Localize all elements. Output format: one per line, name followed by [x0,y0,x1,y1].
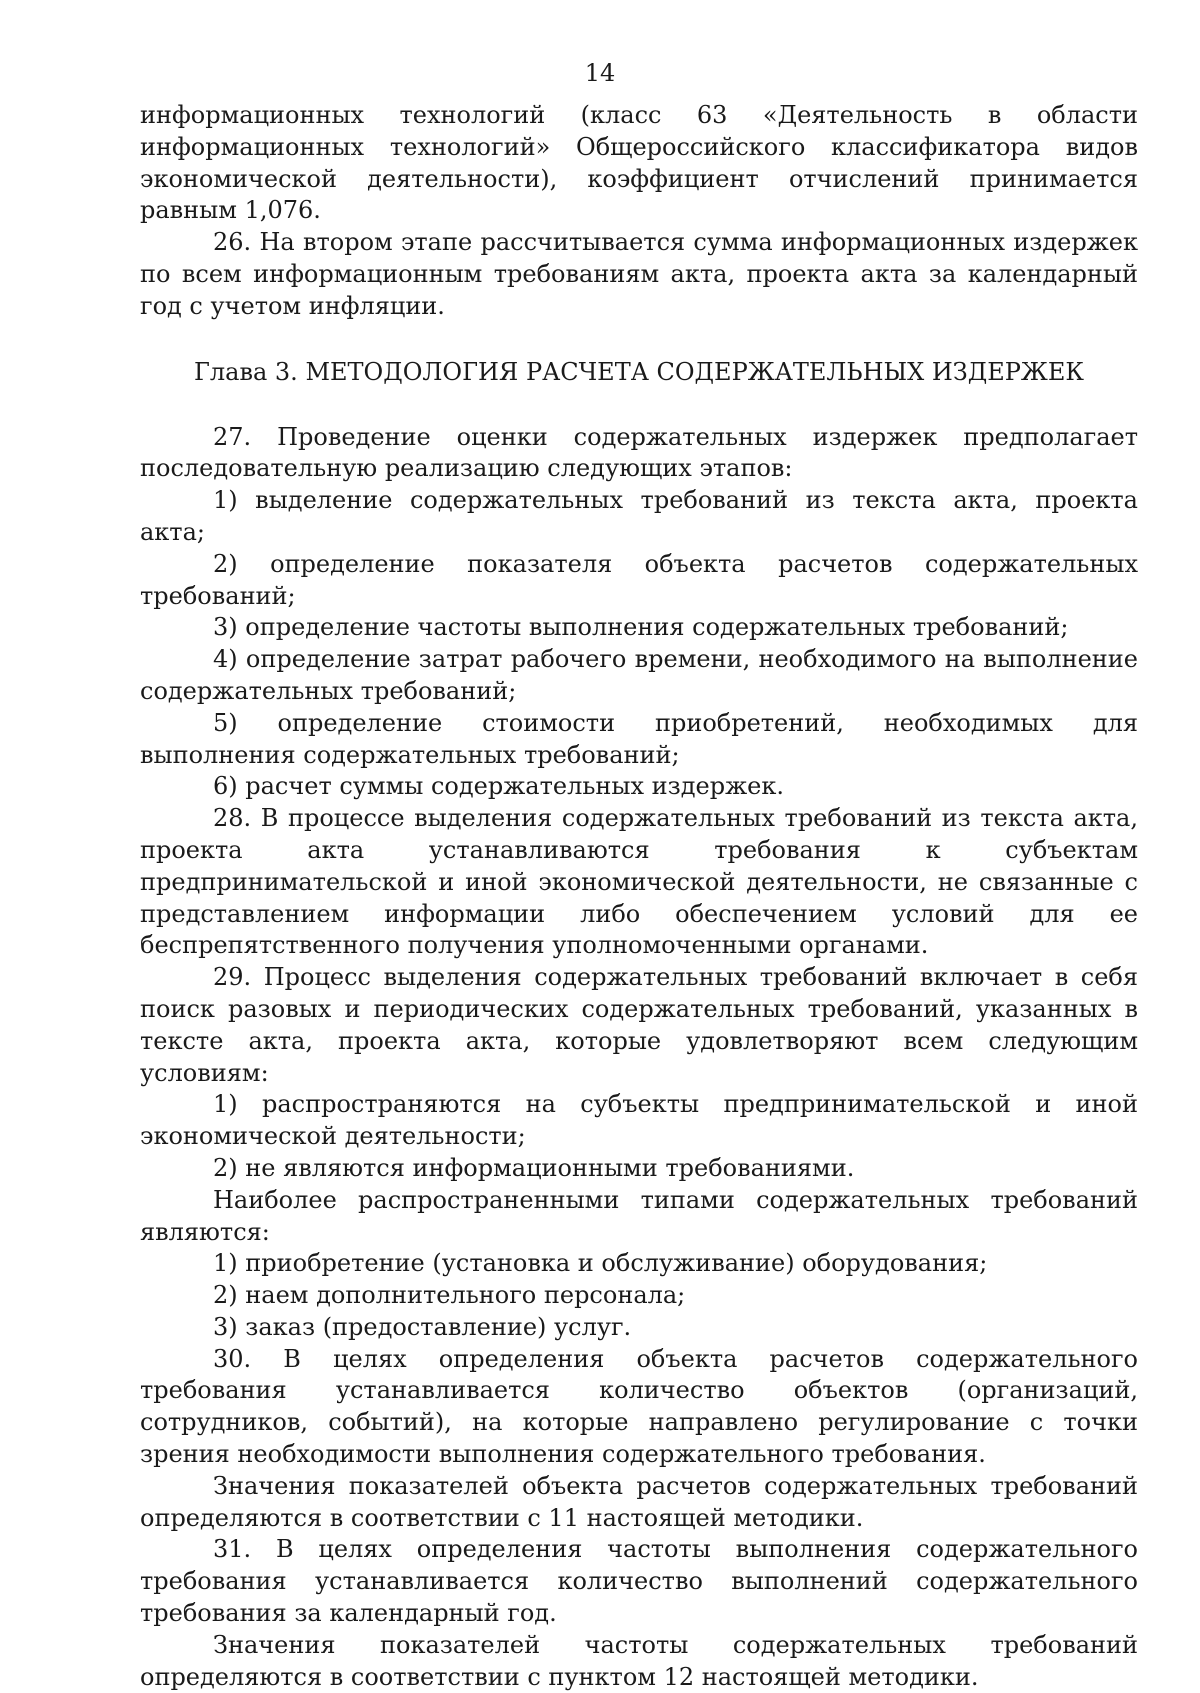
list-item: 2) определение показателя объекта расчетов содержательных требований; [140,549,1138,610]
document-body [140,100,1138,1693]
paragraph-30-values: Значения показателей объекта расчетов содержательных требований определяются в соответствии с 11 настоящей методики. [140,1471,1138,1532]
list-item: 2) не являются информационными требованиями. [213,1153,855,1182]
paragraph-31-values: Значения показателей частоты содержательных требований определяются в соответствии с пунктом 12 настоящей методики. [140,1630,1138,1691]
paragraph-26: 26. На втором этапе рассчитывается сумма информационных издержек по всем информационным требованиям акта, проекта акта за календарный год с учетом инфляции. [140,228,1138,320]
chapter-title: Глава 3. МЕТОДОЛОГИЯ РАСЧЕТА СОДЕРЖАТЕЛЬНЫХ ИЗДЕРЖЕК [194,357,1084,386]
list-item: 6) расчет суммы содержательных издержек. [213,772,784,801]
list-item: 1) выделение содержательных требований из текста акта, проекта акта; [140,486,1138,546]
paragraph-28: 28. В процессе выделения содержательных требований из текста акта, проекта акта устанавливаются требования к субъектам предпринимательской и иной экономической деятельности, не связанные с представлением информации либо обеспечением условий для ее беспрепятственного получения уполномоченными органами. [140,804,1138,960]
paragraph-30: 30. В целях определения объекта расчетов содержательного требования устанавливается количество объектов (организаций, сотрудников, событий), на которые направлено регулирование с точки зрения необходимости выполнения содержательного требования. [140,1344,1138,1469]
paragraph-continuation: информационных технологий (класс 63 «Деятельность в области информационных технологий» Общероссийского классификатора видов экономической деятельности), коэффициент отчислений принимается равным 1,076. [140,101,1138,225]
list-item: 1) распространяются на субъекты предпринимательской и иной экономической деятельности; [140,1090,1138,1151]
paragraph-27: 27. Проведение оценки содержательных издержек предполагает последовательную реализацию следующих этапов: [140,422,1138,483]
paragraph-31: 31. В целях определения частоты выполнения содержательного требования устанавливается количество выполнений содержательного требования за календарный год. [140,1535,1138,1628]
list-item: 4) определение затрат рабочего времени, необходимого на выполнение содержательных требований; [140,645,1138,705]
paragraph-types-intro: Наиболее распространенными типами содержательных требований являются: [140,1185,1138,1246]
list-item: 3) определение частоты выполнения содержательных требований; [213,613,1069,642]
page-number: 14 [584,59,616,87]
list-item: 5) определение стоимости приобретений, необходимых для выполнения содержательных требований; [140,708,1138,769]
list-item: 2) наем дополнительного персонала; [213,1281,686,1310]
list-item: 1) приобретение (установка и обслуживание) оборудования; [213,1249,988,1278]
list-item: 3) заказ (предоставление) услуг. [213,1312,632,1341]
paragraph-29: 29. Процесс выделения содержательных требований включает в себя поиск разовых и периодических содержательных требований, указанных в тексте акта, проекта акта, которые удовлетворяют всем следующим условиям: [140,963,1138,1087]
